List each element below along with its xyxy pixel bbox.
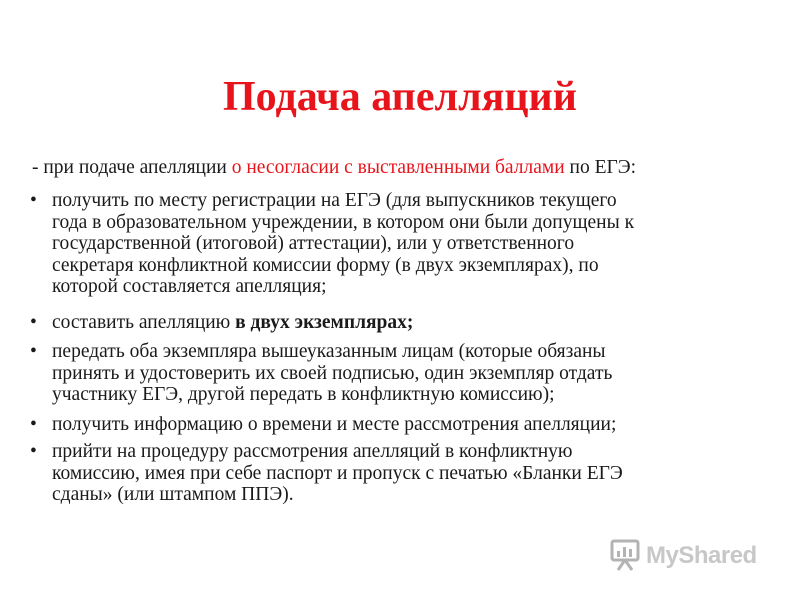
list-item xyxy=(30,341,775,406)
intro-line xyxy=(32,157,777,179)
list-item-line: участнику ЕГЭ, другой передать в конфликтную комиссию); xyxy=(52,384,555,405)
list-item-line: получить по месту регистрации на ЕГЭ (для выпускников текущего xyxy=(52,190,617,211)
bullet-dot: • xyxy=(30,190,37,211)
list-item-line: получить информацию о времени и месте рассмотрения апелляции; xyxy=(52,413,617,435)
list-item xyxy=(30,441,775,506)
list-item-line: прийти на процедуру рассмотрения апелляций в конфликтную xyxy=(52,441,573,462)
slide-title: Подача апелляций xyxy=(223,74,577,120)
list-item-line: государственной (итоговой) аттестации), или у ответственного xyxy=(52,233,575,254)
list-item xyxy=(30,414,775,436)
presentation-board-icon xyxy=(608,538,642,572)
list-item-line: сданы» (или штампом ППЭ). xyxy=(52,484,294,505)
list-item-line: комиссию, имея при себе паспорт и пропуск с печатью «Бланки ЕГЭ xyxy=(52,462,623,484)
list-item xyxy=(30,190,775,298)
bullet-dot: • xyxy=(30,441,37,462)
bullet-dot: • xyxy=(30,413,37,435)
list-item-line xyxy=(52,312,775,334)
myshared-logo[interactable] xyxy=(608,538,768,574)
list-item xyxy=(30,312,775,334)
intro-prefix: - при подаче апелляции xyxy=(32,157,232,178)
list-item-line: передать оба экземпляра вышеуказанным лицам (которые обязаны xyxy=(52,341,606,362)
list-item-text: составить апелляцию xyxy=(52,311,236,333)
intro-highlight: о несогласии с выставленными баллами xyxy=(231,157,565,178)
list-item-line: которой составляется апелляция; xyxy=(52,276,327,297)
list-item-line: принять и удостоверить их своей подписью, один экземпляр отдать xyxy=(52,362,613,384)
bullet-dot: • xyxy=(30,341,37,362)
bullet-dot: • xyxy=(30,311,37,333)
list-item-line: года в образовательном учреждении, в котором они были допущены к xyxy=(52,211,635,233)
bullet-list xyxy=(30,190,775,506)
list-item-line: секретаря конфликтной комиссии форму (в двух экземплярах), по xyxy=(52,254,599,276)
list-item-bold-text: в двух экземплярах; xyxy=(235,311,414,333)
logo-text: MyShared xyxy=(646,542,757,569)
intro-suffix: по ЕГЭ: xyxy=(564,157,637,178)
